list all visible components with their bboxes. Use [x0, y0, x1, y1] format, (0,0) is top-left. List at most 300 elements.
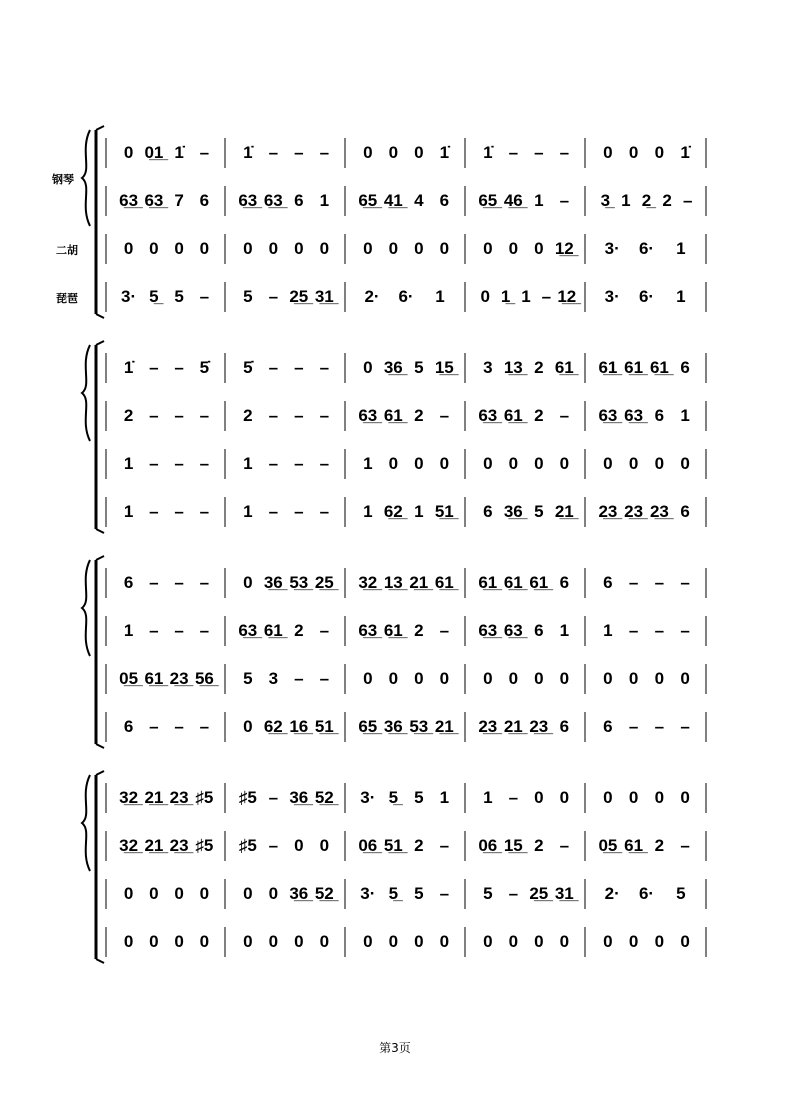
note: 3· [360, 884, 376, 903]
note: – [559, 836, 570, 855]
note: 0 [654, 669, 665, 688]
note: 2 [294, 621, 304, 640]
note: 0 [654, 454, 665, 473]
bracket-bottom [96, 959, 104, 963]
note: 6· [638, 884, 655, 903]
note: 3· [121, 287, 137, 306]
note: 6̲1̲ [649, 358, 669, 377]
note: 2̲5̲ [289, 287, 309, 306]
note: 1̲ [500, 287, 511, 306]
note: 5̲ [388, 884, 399, 903]
note: – [294, 143, 304, 162]
note: 0 [243, 573, 253, 592]
note: 1̇ [243, 143, 253, 162]
note: 1 [243, 454, 253, 473]
note: 6 [559, 573, 570, 592]
note: 3̲ [600, 191, 611, 210]
note: – [559, 143, 570, 162]
note: – [508, 788, 519, 807]
note: 6̲3̲ [263, 191, 283, 210]
note: 0 [123, 884, 134, 903]
note: – [149, 502, 159, 521]
note: 3̲6̲ [383, 358, 403, 377]
note: – [174, 358, 184, 377]
note: 6 [534, 621, 544, 640]
note: – [439, 621, 450, 640]
note: 6̲1̲ [434, 573, 454, 592]
bracket-top [96, 341, 104, 345]
note: 0 [174, 884, 184, 903]
note: – [680, 717, 690, 736]
note: 3̲2̲ [119, 836, 139, 855]
note: – [508, 143, 519, 162]
note: 3̲6̲ [263, 573, 283, 592]
note: 0 [483, 932, 493, 951]
note: – [174, 454, 184, 473]
note: 0 [483, 239, 493, 258]
note: 6̲3̲ [238, 191, 258, 210]
note: 1 [439, 788, 450, 807]
note: 0 [534, 788, 544, 807]
piano-brace [82, 560, 90, 656]
note: – [559, 191, 570, 210]
note: 6̲3̲ [478, 406, 498, 425]
note: 0 [243, 717, 253, 736]
note: 3· [360, 788, 376, 807]
note: 0 [603, 932, 613, 951]
note: 0 [414, 143, 424, 162]
note: 2̲3̲ [478, 717, 498, 736]
bracket-bottom [96, 744, 104, 748]
note: 1 [414, 502, 424, 521]
note: 0 [628, 669, 639, 688]
note: 0 [363, 239, 373, 258]
note: 2 [534, 358, 544, 377]
note: 4̲6̲ [503, 191, 523, 210]
note: 6̲1̲ [529, 573, 549, 592]
note: – [654, 717, 665, 736]
note: – [654, 621, 665, 640]
note: 0 [414, 454, 424, 473]
note: – [628, 573, 639, 592]
note: – [319, 669, 330, 688]
note: 0 [603, 454, 613, 473]
bracket-top [96, 771, 104, 775]
note: 0 [534, 669, 544, 688]
note: 5 [243, 669, 253, 688]
note: 0 [268, 884, 279, 903]
note: 6 [483, 502, 493, 521]
piano-brace [82, 130, 90, 226]
note: 0 [414, 932, 424, 951]
note: – [268, 454, 279, 473]
note: – [268, 358, 279, 377]
note: 0 [603, 143, 613, 162]
bracket-bottom [96, 314, 104, 318]
note: 0 [149, 884, 159, 903]
note: 1̇ [123, 358, 134, 377]
note: 6 [680, 358, 690, 377]
note: 5 [174, 287, 184, 306]
note: – [294, 454, 304, 473]
note: – [149, 573, 159, 592]
note: – [508, 884, 519, 903]
instrument-label-pipa: 琵琶 [56, 292, 78, 305]
note: 5 [414, 788, 424, 807]
note: – [319, 502, 330, 521]
note: 5̲1̲ [383, 836, 403, 855]
note: – [680, 836, 690, 855]
bracket-bottom [96, 529, 104, 533]
system [82, 771, 706, 963]
note: 0 [559, 788, 570, 807]
note: 6̲3̲ [119, 191, 139, 210]
note: 0 [243, 239, 253, 258]
note: 6· [398, 287, 414, 306]
note: 4 [414, 191, 424, 210]
note: 6 [603, 573, 613, 592]
note: 6̲2̲ [263, 717, 283, 736]
note: – [149, 454, 159, 473]
note: – [174, 573, 184, 592]
note: 0 [534, 454, 544, 473]
note: 6̲3̲ [598, 406, 618, 425]
note: 1 [363, 454, 373, 473]
note: 0 [654, 788, 665, 807]
system [82, 126, 706, 318]
note: 1 [676, 287, 686, 306]
note: 0 [319, 836, 330, 855]
score-systems [82, 126, 706, 963]
note: 1 [483, 788, 493, 807]
note: 5̲2̲ [314, 788, 334, 807]
note: 0̲5̲ [598, 836, 618, 855]
note: 0 [199, 239, 210, 258]
instrument-label-piano: 钢琴 [52, 173, 74, 186]
note: 6̲1̲ [503, 573, 523, 592]
note: – [680, 573, 690, 592]
note: 2 [243, 406, 253, 425]
note: 1 [363, 502, 373, 521]
note: 0 [388, 454, 399, 473]
note: 2̲5̲ [314, 573, 334, 592]
note: – [628, 717, 639, 736]
note: 1̲3̲ [383, 573, 403, 592]
note: 0 [149, 932, 159, 951]
note: 5 [534, 502, 544, 521]
note: 0 [680, 454, 690, 473]
note: 0 [149, 239, 159, 258]
note: 6 [559, 717, 570, 736]
note: – [199, 621, 210, 640]
note: 6̲5̲ [478, 191, 498, 210]
note: 6̲1̲ [598, 358, 618, 377]
note: 2̲3̲ [624, 502, 644, 521]
bracket-top [96, 556, 104, 560]
note: – [680, 621, 690, 640]
note: 5̇ [243, 358, 253, 377]
note: 0 [319, 932, 330, 951]
note: 6̲1̲ [383, 406, 403, 425]
note: 0 [439, 239, 450, 258]
note: 0 [199, 932, 210, 951]
note: 0 [363, 358, 373, 377]
note: 0̲5̲ [119, 669, 139, 688]
note: 0 [559, 454, 570, 473]
note: – [319, 406, 330, 425]
note: – [439, 884, 450, 903]
note: 5̲3̲ [409, 717, 429, 736]
note: 3̲6̲ [289, 788, 309, 807]
note: – [294, 406, 304, 425]
note: 6 [680, 502, 690, 521]
note: 5 [414, 884, 424, 903]
note: 0 [508, 669, 519, 688]
note: 0 [654, 932, 665, 951]
system [82, 341, 706, 533]
note: 3̲2̲ [358, 573, 378, 592]
note: 0 [174, 932, 184, 951]
note: 6̲1̲ [624, 836, 644, 855]
note: 6 [294, 191, 304, 210]
note: 2· [604, 884, 620, 903]
note: 4̲1̲ [383, 191, 403, 210]
note: 5 [243, 287, 253, 306]
note: 0 [268, 239, 279, 258]
note: – [199, 143, 210, 162]
note: – [294, 669, 304, 688]
note: 2̲5̲ [529, 884, 549, 903]
note: 0 [603, 788, 613, 807]
note: 1̲3̲ [503, 358, 523, 377]
note: 1 [534, 191, 544, 210]
note: 0 [243, 884, 253, 903]
note: 1 [676, 239, 686, 258]
note: 0 [439, 932, 450, 951]
note: 3̲6̲ [503, 502, 523, 521]
note: 3 [483, 358, 493, 377]
note: 6̲3̲ [478, 621, 498, 640]
note: – [319, 454, 330, 473]
piano-brace [82, 345, 90, 441]
note: – [174, 406, 184, 425]
note: 5̲6̲ [194, 669, 214, 688]
note: 3̲6̲ [289, 884, 309, 903]
note: 3̲6̲ [383, 717, 403, 736]
note: 0 [414, 239, 424, 258]
note: 5̲2̲ [314, 884, 334, 903]
note: 1̇ [174, 143, 184, 162]
note: 2̲ [641, 191, 652, 210]
note: 0 [123, 143, 134, 162]
note: – [654, 573, 665, 592]
note: 0 [480, 287, 490, 306]
note: 0 [363, 932, 373, 951]
note: 3· [604, 287, 620, 306]
page-footer: 第3页 [379, 1041, 411, 1055]
note: – [534, 143, 544, 162]
note: 0 [388, 143, 399, 162]
note: – [268, 502, 279, 521]
note: – [559, 406, 570, 425]
note: 0̲6̲ [478, 836, 498, 855]
note: ♯5 [195, 788, 214, 807]
instrument-label-erhu: 二胡 [56, 244, 78, 257]
note: – [628, 621, 639, 640]
note: 1̲2̲ [554, 239, 574, 258]
note: 6̲3̲ [503, 621, 523, 640]
note: 6̲1̲ [263, 621, 283, 640]
note: 1 [621, 191, 631, 210]
note: 3̲1̲ [554, 884, 574, 903]
note: 6 [123, 717, 134, 736]
note: – [541, 287, 552, 306]
note: 2̲3̲ [529, 717, 549, 736]
note: 5̲ [388, 788, 399, 807]
note: 1 [680, 406, 690, 425]
note: 0 [628, 932, 639, 951]
note: 1̲5̲ [434, 358, 454, 377]
note: 5 [414, 358, 424, 377]
note: – [682, 191, 693, 210]
note: 0 [294, 932, 304, 951]
note: 3 [268, 669, 279, 688]
note: 0 [680, 932, 690, 951]
note: 0 [123, 932, 134, 951]
note: 6 [439, 191, 450, 210]
note: 6̲1̲ [624, 358, 644, 377]
note: – [294, 358, 304, 377]
note: 0 [294, 836, 304, 855]
note: – [439, 836, 450, 855]
note: 2̲3̲ [169, 669, 189, 688]
note: – [319, 143, 330, 162]
note: 2̲1̲ [144, 788, 164, 807]
note: 1 [521, 287, 531, 306]
note: 6̲3̲ [358, 406, 378, 425]
note: 6· [638, 239, 655, 258]
note: 6̲3̲ [238, 621, 258, 640]
note: – [149, 621, 159, 640]
note: 0 [363, 143, 373, 162]
note: – [174, 621, 184, 640]
note: 1 [603, 621, 613, 640]
note: 2 [123, 406, 134, 425]
note: 2̲1̲ [144, 836, 164, 855]
note: 0 [483, 669, 493, 688]
note: – [149, 717, 159, 736]
note: 0 [628, 143, 639, 162]
note: 0 [680, 788, 690, 807]
note: – [319, 358, 330, 377]
note: 1 [243, 502, 253, 521]
note: 2 [534, 836, 544, 855]
note: 6̲1̲ [144, 669, 164, 688]
note: 6̲5̲ [358, 717, 378, 736]
note: 0 [628, 788, 639, 807]
note: 2̲1̲ [554, 502, 574, 521]
note: 2̲1̲ [434, 717, 454, 736]
note: – [268, 143, 279, 162]
note: 0 [388, 669, 399, 688]
note: 6̲1̲ [383, 621, 403, 640]
note: 3̲1̲ [314, 287, 334, 306]
note: 1̲6̲ [289, 717, 309, 736]
note: 1 [559, 621, 570, 640]
note: 6̲1̲ [554, 358, 574, 377]
note: – [268, 406, 279, 425]
note: 2 [414, 406, 424, 425]
note: 0̲1̲ [144, 143, 164, 162]
note: 6̲3̲ [144, 191, 164, 210]
note: – [149, 406, 159, 425]
note: ♯5 [238, 836, 257, 855]
note: 0 [508, 454, 519, 473]
note: – [268, 788, 279, 807]
note: 2 [414, 836, 424, 855]
note: – [174, 717, 184, 736]
note: 0 [414, 669, 424, 688]
note: 2̲3̲ [598, 502, 618, 521]
note: 5 [676, 884, 686, 903]
note: – [149, 358, 159, 377]
note: 1 [123, 621, 134, 640]
note: 2̲1̲ [503, 717, 523, 736]
note: – [268, 287, 279, 306]
note: 2· [364, 287, 380, 306]
note: 6· [638, 287, 655, 306]
note: – [199, 454, 210, 473]
note: 2̲3̲ [169, 836, 189, 855]
note: 5̲1̲ [314, 717, 334, 736]
note: 2 [662, 191, 672, 210]
note: 0 [439, 454, 450, 473]
note: 6̲3̲ [624, 406, 644, 425]
note: 0 [508, 239, 519, 258]
note: 0 [483, 454, 493, 473]
note: 3̲2̲ [119, 788, 139, 807]
note: 0 [388, 239, 399, 258]
note: ♯5 [238, 788, 257, 807]
note: 5̲3̲ [289, 573, 309, 592]
note: 2 [534, 406, 544, 425]
note: 6̲2̲ [383, 502, 403, 521]
note: 5̲ [149, 287, 159, 306]
note: 2 [654, 836, 665, 855]
note: 0 [319, 239, 330, 258]
note: 6 [603, 717, 613, 736]
note: 5̲1̲ [434, 502, 454, 521]
note: 2 [414, 621, 424, 640]
note: 6 [199, 191, 210, 210]
note: – [439, 406, 450, 425]
note: 0 [123, 239, 134, 258]
system [82, 556, 706, 748]
note: 6̲1̲ [503, 406, 523, 425]
note: 0 [680, 669, 690, 688]
note: 2̲1̲ [409, 573, 429, 592]
note: 2̲3̲ [169, 788, 189, 807]
note: – [199, 287, 210, 306]
note: 1 [123, 502, 134, 521]
note: 0 [363, 669, 373, 688]
note: 0 [534, 239, 544, 258]
note: – [319, 621, 330, 640]
note: 0 [243, 932, 253, 951]
note: 3· [604, 239, 620, 258]
bracket-top [96, 126, 104, 130]
note: – [199, 502, 210, 521]
